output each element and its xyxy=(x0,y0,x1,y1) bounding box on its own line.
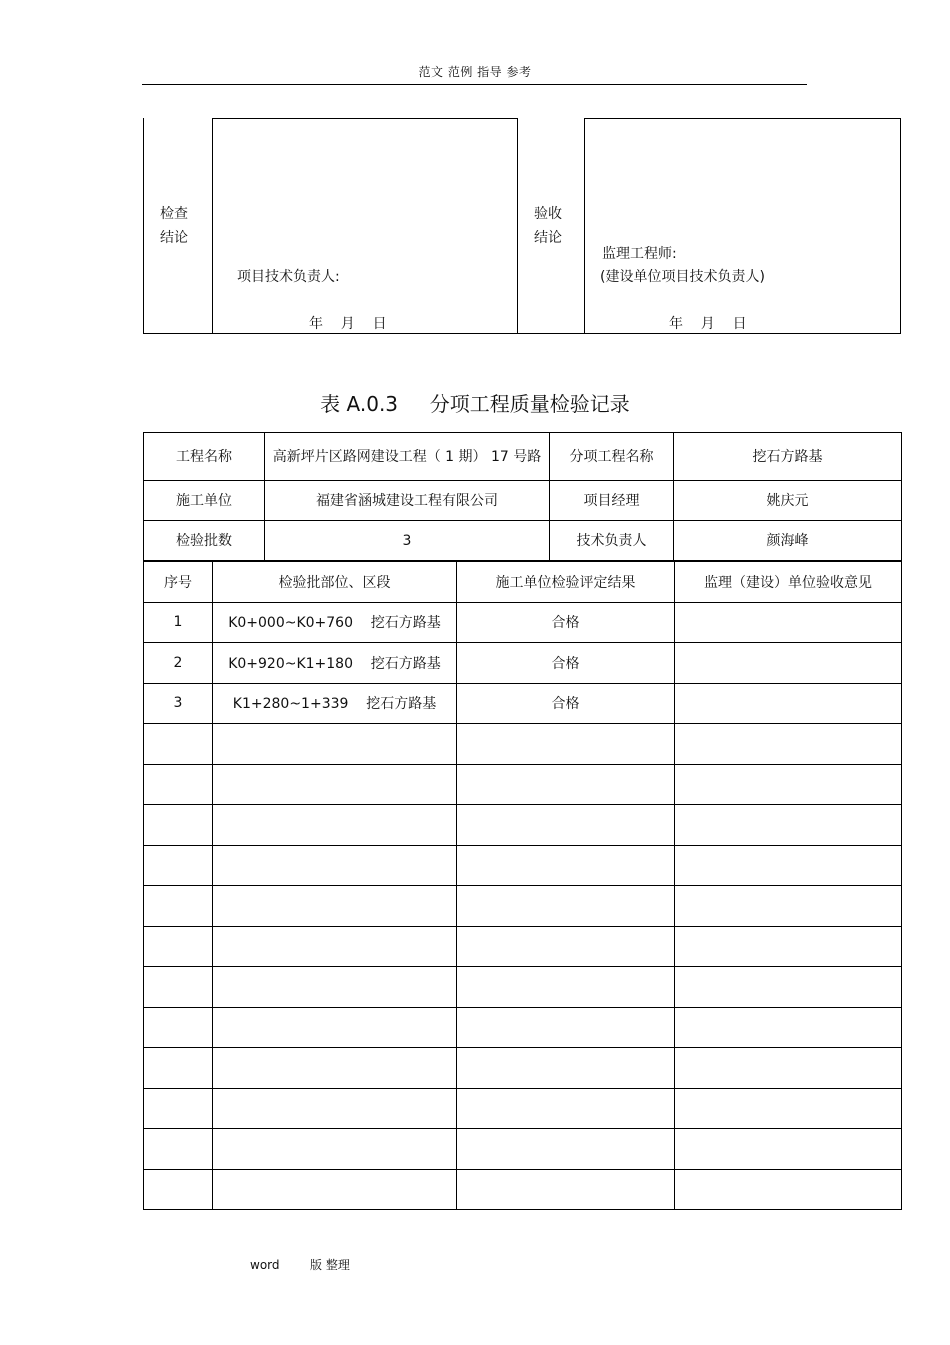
location-cell xyxy=(213,967,457,1008)
location-cell xyxy=(213,845,457,886)
contractor-result-cell xyxy=(457,805,675,846)
project-manager-label: 项目经理 xyxy=(550,481,674,521)
location-cell xyxy=(213,1088,457,1129)
table-row xyxy=(144,764,902,805)
seq-cell xyxy=(144,926,213,967)
inspection-label-line2: 结论 xyxy=(160,230,188,246)
table-row xyxy=(144,845,902,886)
info-row-project xyxy=(144,433,902,481)
sub-project-name-label: 分项工程名称 xyxy=(550,433,674,481)
supervisor-opinion-cell xyxy=(675,1088,902,1129)
location-cell: K0+000~K0+760 挖石方路基 xyxy=(213,602,457,643)
table-row xyxy=(144,1048,902,1089)
supervisor-label: 监理工程师: xyxy=(602,246,677,262)
supervisor-opinion-cell xyxy=(675,1129,902,1170)
seq-cell: 1 xyxy=(144,602,213,643)
table-row xyxy=(144,602,902,643)
contractor-result-cell xyxy=(457,926,675,967)
batch-count-value: 3 xyxy=(265,521,550,561)
contractor-result-cell: 合格 xyxy=(457,683,675,724)
contractor-result-cell xyxy=(457,845,675,886)
table-row xyxy=(144,1007,902,1048)
location-cell xyxy=(213,805,457,846)
table-row xyxy=(144,1129,902,1170)
border-divider-1 xyxy=(212,118,213,334)
seq-cell xyxy=(144,1088,213,1129)
contractor-result-cell xyxy=(457,724,675,765)
records-header-row xyxy=(144,562,902,603)
table-row xyxy=(144,1169,902,1210)
border-divider-2 xyxy=(517,118,518,334)
date-left: 年 月 日 xyxy=(309,316,387,332)
table-row xyxy=(144,724,902,765)
location-cell xyxy=(213,764,457,805)
location-cell xyxy=(213,1129,457,1170)
supervisor-opinion-cell xyxy=(675,805,902,846)
project-name-value: 高新坪片区路网建设工程（ 1 期） 17 号路 xyxy=(265,433,550,481)
project-info-table xyxy=(143,432,902,561)
tech-lead-value: 颜海峰 xyxy=(674,521,902,561)
inspection-label-line1: 检查 xyxy=(160,206,188,222)
location-cell xyxy=(213,1007,457,1048)
supervisor-opinion-cell xyxy=(675,1007,902,1048)
acceptance-label-line2: 结论 xyxy=(534,230,562,246)
seq-cell xyxy=(144,1048,213,1089)
acceptance-conclusion-label xyxy=(534,202,562,250)
seq-cell xyxy=(144,724,213,765)
seq-cell: 2 xyxy=(144,643,213,684)
location-cell xyxy=(213,886,457,927)
contractor-result-cell xyxy=(457,1007,675,1048)
contractor-result-cell: 合格 xyxy=(457,643,675,684)
location-cell xyxy=(213,926,457,967)
batch-count-label: 检验批数 xyxy=(144,521,265,561)
location-cell: K0+920~K1+180 挖石方路基 xyxy=(213,643,457,684)
contractor-result-cell xyxy=(457,1169,675,1210)
col-header-supervisor-opinion: 监理（建设）单位验收意见 xyxy=(675,562,902,603)
acceptance-label-line1: 验收 xyxy=(534,206,562,222)
border-divider-3 xyxy=(584,118,585,334)
seq-cell xyxy=(144,1007,213,1048)
seq-cell xyxy=(144,1169,213,1210)
border-left xyxy=(143,118,144,334)
seq-cell xyxy=(144,805,213,846)
border-right xyxy=(900,118,901,334)
supervisor-opinion-cell xyxy=(675,764,902,805)
owner-tech-lead-label: (建设单位项目技术负责人) xyxy=(600,269,765,285)
project-manager-value: 姚庆元 xyxy=(674,481,902,521)
project-tech-lead-label: 项目技术负责人: xyxy=(237,269,340,285)
border-bottom xyxy=(143,333,901,334)
table-row xyxy=(144,683,902,724)
contractor-result-cell xyxy=(457,886,675,927)
location-cell xyxy=(213,1048,457,1089)
supervisor-opinion-cell xyxy=(675,967,902,1008)
sub-project-name-value: 挖石方路基 xyxy=(674,433,902,481)
inspection-records-table xyxy=(143,561,902,1210)
contractor-result-cell xyxy=(457,764,675,805)
contractor-value: 福建省涵城建设工程有限公司 xyxy=(265,481,550,521)
date-right: 年 月 日 xyxy=(669,316,747,332)
contractor-result-cell xyxy=(457,1088,675,1129)
seq-cell xyxy=(144,764,213,805)
border-top-left-box xyxy=(212,118,517,119)
page-header: 范文 范例 指导 参考 xyxy=(418,65,532,79)
supervisor-opinion-cell xyxy=(675,724,902,765)
supervisor-opinion-cell xyxy=(675,643,902,684)
inspection-conclusion-label xyxy=(160,202,188,250)
contractor-result-cell xyxy=(457,1048,675,1089)
table-row xyxy=(144,643,902,684)
info-row-batch xyxy=(144,521,902,561)
supervisor-opinion-cell xyxy=(675,683,902,724)
location-cell xyxy=(213,1169,457,1210)
location-cell: K1+280~1+339 挖石方路基 xyxy=(213,683,457,724)
supervisor-opinion-cell xyxy=(675,1169,902,1210)
supervisor-opinion-cell xyxy=(675,926,902,967)
col-header-location: 检验批部位、区段 xyxy=(213,562,457,603)
seq-cell xyxy=(144,967,213,1008)
page-title: 表 A.0.3 分项工程质量检验记录 xyxy=(320,392,630,416)
table-row xyxy=(144,967,902,1008)
contractor-result-cell: 合格 xyxy=(457,602,675,643)
page-footer: word 版 整理 xyxy=(250,1258,350,1272)
supervisor-opinion-cell xyxy=(675,602,902,643)
header-divider xyxy=(142,84,807,85)
conclusion-block xyxy=(143,118,901,334)
contractor-result-cell xyxy=(457,967,675,1008)
col-header-contractor-result: 施工单位检验评定结果 xyxy=(457,562,675,603)
table-row xyxy=(144,886,902,927)
table-row xyxy=(144,1088,902,1129)
project-name-label: 工程名称 xyxy=(144,433,265,481)
contractor-label: 施工单位 xyxy=(144,481,265,521)
info-row-contractor xyxy=(144,481,902,521)
seq-cell xyxy=(144,845,213,886)
location-cell xyxy=(213,724,457,765)
table-row xyxy=(144,926,902,967)
contractor-result-cell xyxy=(457,1129,675,1170)
seq-cell xyxy=(144,886,213,927)
seq-cell: 3 xyxy=(144,683,213,724)
border-top-right-box xyxy=(584,118,901,119)
supervisor-opinion-cell xyxy=(675,886,902,927)
tech-lead-label: 技术负责人 xyxy=(550,521,674,561)
supervisor-opinion-cell xyxy=(675,1048,902,1089)
col-header-seq: 序号 xyxy=(144,562,213,603)
table-row xyxy=(144,805,902,846)
supervisor-opinion-cell xyxy=(675,845,902,886)
seq-cell xyxy=(144,1129,213,1170)
